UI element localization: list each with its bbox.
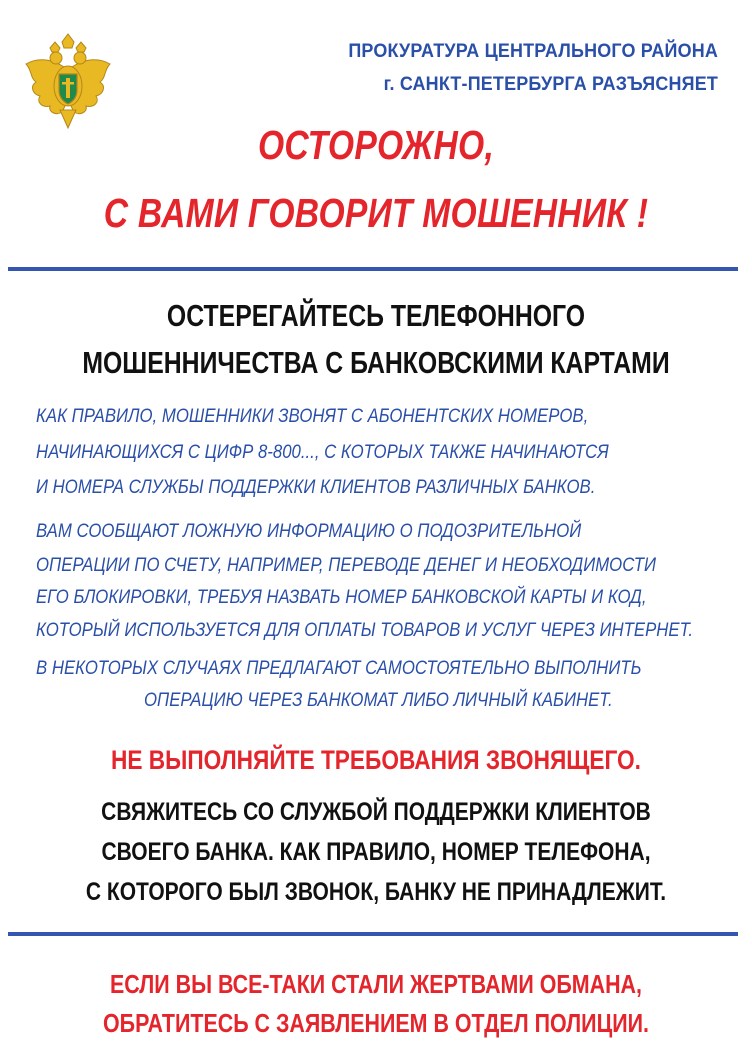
final-line: ОБРАТИТЕСЬ С ЗАЯВЛЕНИЕМ В ОТДЕЛ ПОЛИЦИИ.	[103, 1010, 649, 1038]
warning-heading-line1: ОСТЕРЕГАЙТЕСЬ ТЕЛЕФОННОГО	[166, 298, 586, 333]
advice-line: СВЯЖИТЕСЬ СО СЛУЖБОЙ ПОДДЕРЖКИ КЛИЕНТОВ	[101, 798, 651, 826]
paragraph2-line: КОТОРЫЙ ИСПОЛЬЗУЕТСЯ ДЛЯ ОПЛАТЫ ТОВАРОВ И УСЛУГ ЧЕРЕЗ ИНТЕРНЕТ.	[36, 619, 693, 641]
final-line: ЕСЛИ ВЫ ВСЕ-ТАКИ СТАЛИ ЖЕРТВАМИ ОБМАНА,	[109, 971, 642, 999]
title-line2: С ВАМИ ГОВОРИТ МОШЕННИК !	[103, 190, 649, 236]
paragraph2-line: ЕГО БЛОКИРОВКИ, ТРЕБУЯ НАЗВАТЬ НОМЕР БАНКОВСКОЙ КАРТЫ И КОД,	[36, 586, 647, 608]
advice-line: СВОЕГО БАНКА. КАК ПРАВИЛО, НОМЕР ТЕЛЕФОНА,	[101, 838, 651, 866]
paragraph1-line: КАК ПРАВИЛО, МОШЕННИКИ ЗВОНЯТ С АБОНЕНТСКИХ НОМЕРОВ,	[36, 405, 589, 427]
paragraph1-line: И НОМЕРА СЛУЖБЫ ПОДДЕРЖКИ КЛИЕНТОВ РАЗЛИЧНЫХ БАНКОВ.	[36, 476, 596, 498]
divider-top	[8, 267, 738, 271]
warning-heading-line2: МОШЕННИЧЕСТВА С БАНКОВСКИМИ КАРТАМИ	[82, 345, 670, 380]
paragraph2-line: ВАМ СООБЩАЮТ ЛОЖНУЮ ИНФОРМАЦИЮ О ПОДОЗРИТЕЛЬНОЙ	[36, 520, 582, 542]
paragraph1-line: НАЧИНАЮЩИХСЯ С ЦИФР 8-800..., С КОТОРЫХ ТАКЖЕ НАЧИНАЮТСЯ	[36, 441, 609, 463]
paragraph3-line: В НЕКОТОРЫХ СЛУЧАЯХ ПРЕДЛАГАЮТ САМОСТОЯТЕЛЬНО ВЫПОЛНИТЬ	[36, 657, 642, 679]
dont-comply-warning: НЕ ВЫПОЛНЯЙТЕ ТРЕБОВАНИЯ ЗВОНЯЩЕГО.	[110, 745, 641, 775]
paragraph2-line: ОПЕРАЦИИ ПО СЧЕТУ, НАПРИМЕР, ПЕРЕВОДЕ ДЕНЕГ И НЕОБХОДИМОСТИ	[36, 554, 657, 576]
divider-bottom	[8, 932, 738, 936]
paragraph3-line: ОПЕРАЦИЮ ЧЕРЕЗ БАНКОМАТ ЛИБО ЛИЧНЫЙ КАБИНЕТ.	[144, 689, 613, 711]
org-name-line2: г. САНКТ-ПЕТЕРБУРГА РАЗЪЯСНЯЕТ	[383, 73, 718, 95]
advice-line: С КОТОРОГО БЫЛ ЗВОНОК, БАНКУ НЕ ПРИНАДЛЕЖИТ.	[85, 878, 667, 906]
title-line1: ОСТОРОЖНО,	[257, 122, 495, 168]
org-name-line1: ПРОКУРАТУРА ЦЕНТРАЛЬНОГО РАЙОНА	[348, 40, 718, 62]
